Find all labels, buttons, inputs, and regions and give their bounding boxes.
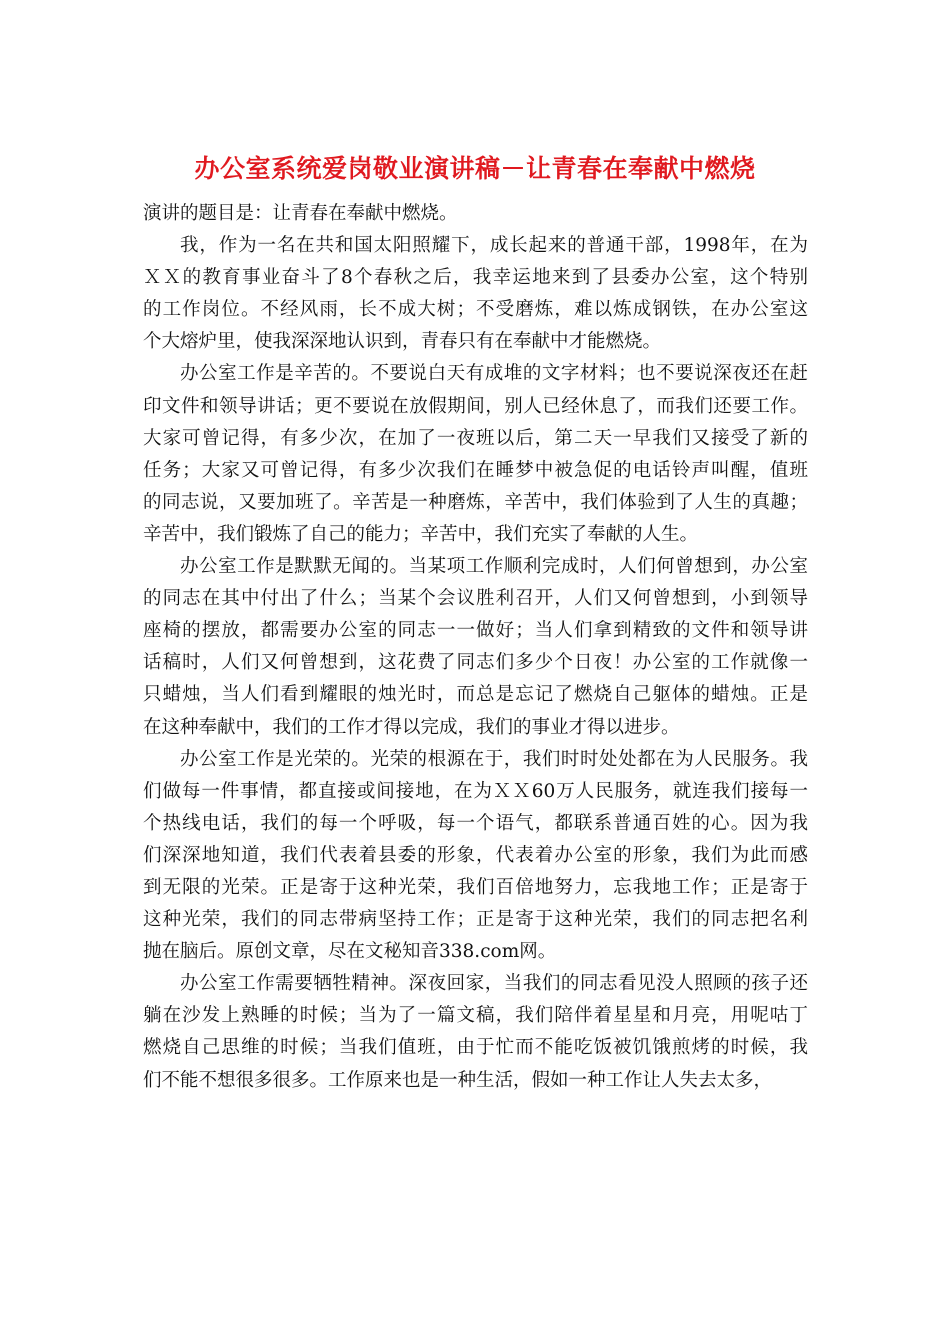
paragraph-line: 们深深地知道，我们代表着县委的形象，代表着办公室的形象，我们为此而感 (143, 844, 808, 866)
paragraph-line: 演讲的题目是：让青春在奉献中燃烧。 (143, 203, 458, 224)
document-body (143, 198, 808, 1097)
paragraph-line: 燃烧自己思维的时候；当我们值班，由于忙而不能吃饭被饥饿煎烤的时候，我 (143, 1037, 808, 1059)
paragraph (143, 358, 808, 551)
paragraph-line: 个大熔炉里，使我深深地认识到，青春只有在奉献中才能燃烧。 (143, 331, 662, 353)
paragraph-line: 座椅的摆放，都需要办公室的同志一一做好；当人们拿到精致的文件和领导讲 (143, 620, 808, 642)
paragraph-line: 抛在脑后。原创文章，尽在文秘知音338.com网。 (143, 941, 557, 963)
paragraph-line: 们不能不想很多很多。工作原来也是一种生活，假如一种工作让人失去太多， (143, 1069, 773, 1091)
paragraph-line: 在这种奉献中，我们的工作才得以完成，我们的事业才得以进步。 (143, 716, 680, 738)
paragraph (143, 968, 808, 1096)
paragraph-line: 任务；大家又可曾记得，有多少次我们在睡梦中被急促的电话铃声叫醒，值班 (143, 459, 808, 481)
paragraph-line: 躺在沙发上熟睡的时候；当为了一篇文稿，我们陪伴着星星和月亮，用呢咕丁 (143, 1005, 808, 1027)
paragraph (143, 198, 808, 230)
paragraph-line: 们做每一件事情，都直接或间接地，在为ＸＸ60万人民服务，就连我们接每一 (143, 780, 808, 802)
paragraph-line: 我，作为一名在共和国太阳照耀下，成长起来的普通干部，1998年，在为 (180, 235, 808, 257)
paragraph-line: 只蜡烛，当人们看到耀眼的烛光时，而总是忘记了燃烧自己躯体的蜡烛。正是 (143, 684, 808, 706)
paragraph-line: 辛苦中，我们锻炼了自己的能力；辛苦中，我们充实了奉献的人生。 (143, 523, 699, 545)
paragraph-line: 大家可曾记得，有多少次，在加了一夜班以后，第二天一早我们又接受了新的 (143, 427, 808, 449)
paragraph-line: 话稿时，人们又何曾想到，这花费了同志们多少个日夜！办公室的工作就像一 (143, 652, 808, 674)
paragraph-line: 办公室工作是光荣的。光荣的根源在于，我们时时处处都在为人民服务。我 (180, 748, 808, 770)
paragraph (143, 744, 808, 969)
paragraph-line: 印文件和领导讲话；更不要说在放假期间，别人已经休息了，而我们还要工作。 (143, 395, 808, 417)
paragraph-line: 到无限的光荣。正是寄于这种光荣，我们百倍地努力，忘我地工作；正是寄于 (143, 876, 808, 898)
paragraph-line: 办公室工作是辛苦的。不要说白天有成堆的文字材料；也不要说深夜还在赶 (180, 363, 808, 385)
paragraph-line: ＸＸ的教育事业奋斗了8个春秋之后，我幸运地来到了县委办公室，这个特别 (143, 267, 808, 289)
paragraph (143, 230, 808, 358)
paragraph-line: 的同志在其中付出了什么；当某个会议胜利召开，人们又何曾想到，小到领导 (143, 588, 808, 610)
document-title: 办公室系统爱岗敬业演讲稿－让青春在奉献中燃烧 (194, 154, 756, 183)
paragraph-line: 这种光荣，我们的同志带病坚持工作；正是寄于这种光荣，我们的同志把名利 (143, 909, 808, 931)
paragraph-line: 个热线电话，我们的每一个呼吸，每一个语气，都联系普通百姓的心。因为我 (143, 812, 808, 834)
paragraph-line: 办公室工作需要牺牲精神。深夜回家，当我们的同志看见没人照顾的孩子还 (180, 973, 808, 995)
paragraph (143, 551, 808, 744)
paragraph-line: 的同志说，又要加班了。辛苦是一种磨炼，辛苦中，我们体验到了人生的真趣； (143, 491, 808, 513)
paragraph-line: 办公室工作是默默无闻的。当某项工作顺利完成时，人们何曾想到，办公室 (180, 556, 808, 578)
paragraph-line: 的工作岗位。不经风雨，长不成大树；不受磨炼，难以炼成钢铁，在办公室这 (143, 299, 808, 321)
